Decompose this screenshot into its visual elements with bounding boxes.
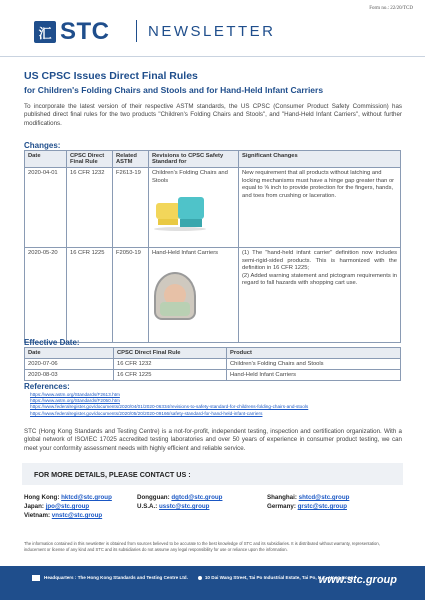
email-link[interactable]: jpo@stc.group <box>45 503 90 510</box>
footer-headquarters: Headquarters : The Hong Kong Standards and Testing Centre Ltd. <box>44 575 188 581</box>
reference-link[interactable]: https://www.astm.org/Standards/F2050.htm <box>30 398 120 404</box>
cell-standard <box>149 168 239 248</box>
article-intro: To incorporate the latest version of their respective ASTM standards, the US CPSC (Consumer Product Safety Commission) has published direct final rules for the two products "Children's Folding Chairs and Stools", and "Hand-Held Infant Carriers", without further modifications. <box>24 103 402 127</box>
email-link[interactable]: hktcd@stc.group <box>61 494 112 501</box>
contact-title: FOR MORE DETAILS, PLEASE CONTACT US : <box>34 470 191 479</box>
table-row <box>25 168 401 248</box>
standard-label: Hand-Held Infant Carriers <box>152 250 219 256</box>
cell-rule: 16 CFR 1225 <box>67 248 113 343</box>
footer-address-text: 10 Dai Wang Street, Tai Po Industrial Estate, Tai Po, N.T., Hong Kong <box>204 575 354 581</box>
standard-label: Children's Folding Chairs and Stools <box>152 170 228 184</box>
table-row <box>25 248 401 343</box>
about-stc: STC (Hong Kong Standards and Testing Centre) is a not-for-profit, independent testing, inspection and certification organization. With a global network of ISO/IEC 17025 accredited testing laboratories and over 50 years of experience in consumer product testing, we can meet your conformity assessment needs with highly efficient and reliable service. <box>24 428 402 452</box>
cell-standard <box>149 248 239 343</box>
cell-changes <box>239 248 401 343</box>
office-shanghai <box>267 494 349 503</box>
office-hong-kong <box>24 494 112 503</box>
cell-product: Hand-Held Infant Carriers <box>227 370 401 381</box>
logo-mark: 汇 <box>34 21 56 43</box>
office-dongguan <box>137 494 222 503</box>
office-label: Hong Kong: <box>24 494 60 501</box>
column-header: Date <box>25 151 67 168</box>
column-header: Related ASTM <box>113 151 149 168</box>
column-header: Product <box>227 348 401 359</box>
header <box>0 0 425 62</box>
building-icon <box>32 575 40 581</box>
email-link[interactable]: usstc@stc.group <box>159 503 210 510</box>
column-header: Significant Changes <box>239 151 401 168</box>
office-label: Vietnam: <box>24 512 51 519</box>
references-list <box>30 392 308 417</box>
office-germany <box>267 503 347 512</box>
reference-link[interactable]: https://www.federalregister.gov/documents/2020/05/20/2020-09166/safety-standard-for-hand-held-infant-carriers <box>30 410 263 416</box>
column-header: Revisions to CPSC Safety Standard for <box>149 151 239 168</box>
table-row <box>25 370 401 381</box>
article-subtitle: for Children's Folding Chairs and Stools and for Hand-Held Infant Carriers <box>24 85 324 95</box>
form-number: Form no.: 22/20/TCD <box>369 6 413 11</box>
footer-website-link[interactable]: www.stc.group <box>318 574 397 586</box>
disclaimer: The information contained in this newsletter is obtained from sources believed to be accurate to the best knowledge of STC and its subsidiaries. It is distributed without warranty, representation, inducement or license of any kind and STC and its subsidiaries do not assume any legal responsibility for use or reliance upon the information. <box>24 541 380 552</box>
cell-changes: New requirement that all products without latching and locking mechanisms must have a hinge gap greater than or equal to ⅝ inch to provide protection for the fingers, hands, and toes from crushing or laceration. <box>239 168 401 248</box>
office-vietnam <box>24 512 102 521</box>
reference-link[interactable]: https://www.federalregister.gov/documents/2020/04/01/2020-06334/revisions-to-safety-standard-for-childrens-folding-chairs-and-stools <box>30 404 309 410</box>
folding-chairs-image <box>152 191 208 237</box>
office-label: U.S.A.: <box>137 503 158 510</box>
changes-table <box>24 150 401 343</box>
office-japan <box>24 503 89 512</box>
cell-date: 2020-08-03 <box>25 370 114 381</box>
cell-rule: 16 CFR 1232 <box>67 168 113 248</box>
change-item-2: (2) Added warning statement and pictogram requirements in regard to fall hazards with shopping cart use. <box>242 272 397 287</box>
effective-table <box>24 347 401 381</box>
changes-heading: Changes: <box>24 141 61 150</box>
office-label: Japan: <box>24 503 44 510</box>
table-header-row <box>25 151 401 168</box>
table-header-row <box>25 348 401 359</box>
office-label: Dongguan: <box>137 494 170 501</box>
email-link[interactable]: grstc@stc.group <box>297 503 347 510</box>
cell-astm: F2050-19 <box>113 248 149 343</box>
email-link[interactable]: dgtcd@stc.group <box>171 494 223 501</box>
header-divider <box>136 20 137 42</box>
footer <box>0 566 425 600</box>
column-header: CPSC Direct Final Rule <box>67 151 113 168</box>
article-title-block <box>24 70 404 95</box>
cell-rule: 16 CFR 1225 <box>114 370 227 381</box>
infant-carrier-image <box>152 262 200 324</box>
newsletter-title: NEWSLETTER <box>148 23 276 40</box>
column-header: Date <box>25 348 114 359</box>
cell-product: Children's Folding Chairs and Stools <box>227 359 401 370</box>
references-heading: References: <box>24 382 70 391</box>
cell-date: 2020-07-06 <box>25 359 114 370</box>
table-row <box>25 359 401 370</box>
cell-date: 2020-04-01 <box>25 168 67 248</box>
cell-astm: F2613-19 <box>113 168 149 248</box>
reference-link[interactable]: https://www.astm.org/Standards/F2613.htm <box>30 392 120 397</box>
office-label: Shanghai: <box>267 494 297 501</box>
change-item-1: (1) The "hand-held infant carrier" definition now includes semi-rigid-sided products. This is harmonized with the definition in 16 CFR 1225; <box>242 250 397 272</box>
article-title: US CPSC Issues Direct Final Rules <box>24 70 198 82</box>
stc-logo[interactable] <box>34 18 110 45</box>
footer-address <box>32 575 353 581</box>
cell-date: 2020-05-20 <box>25 248 67 343</box>
office-usa <box>137 503 209 512</box>
logo-text: STC <box>60 18 110 45</box>
column-header: CPSC Direct Final Rule <box>114 348 227 359</box>
cell-rule: 16 CFR 1232 <box>114 359 227 370</box>
header-rule <box>0 56 425 57</box>
location-pin-icon <box>198 576 202 580</box>
email-link[interactable]: vnstc@stc.group <box>51 512 103 519</box>
email-link[interactable]: shtcd@stc.group <box>298 494 350 501</box>
effective-heading: Effective Date: <box>24 338 80 347</box>
office-label: Germany: <box>267 503 296 510</box>
